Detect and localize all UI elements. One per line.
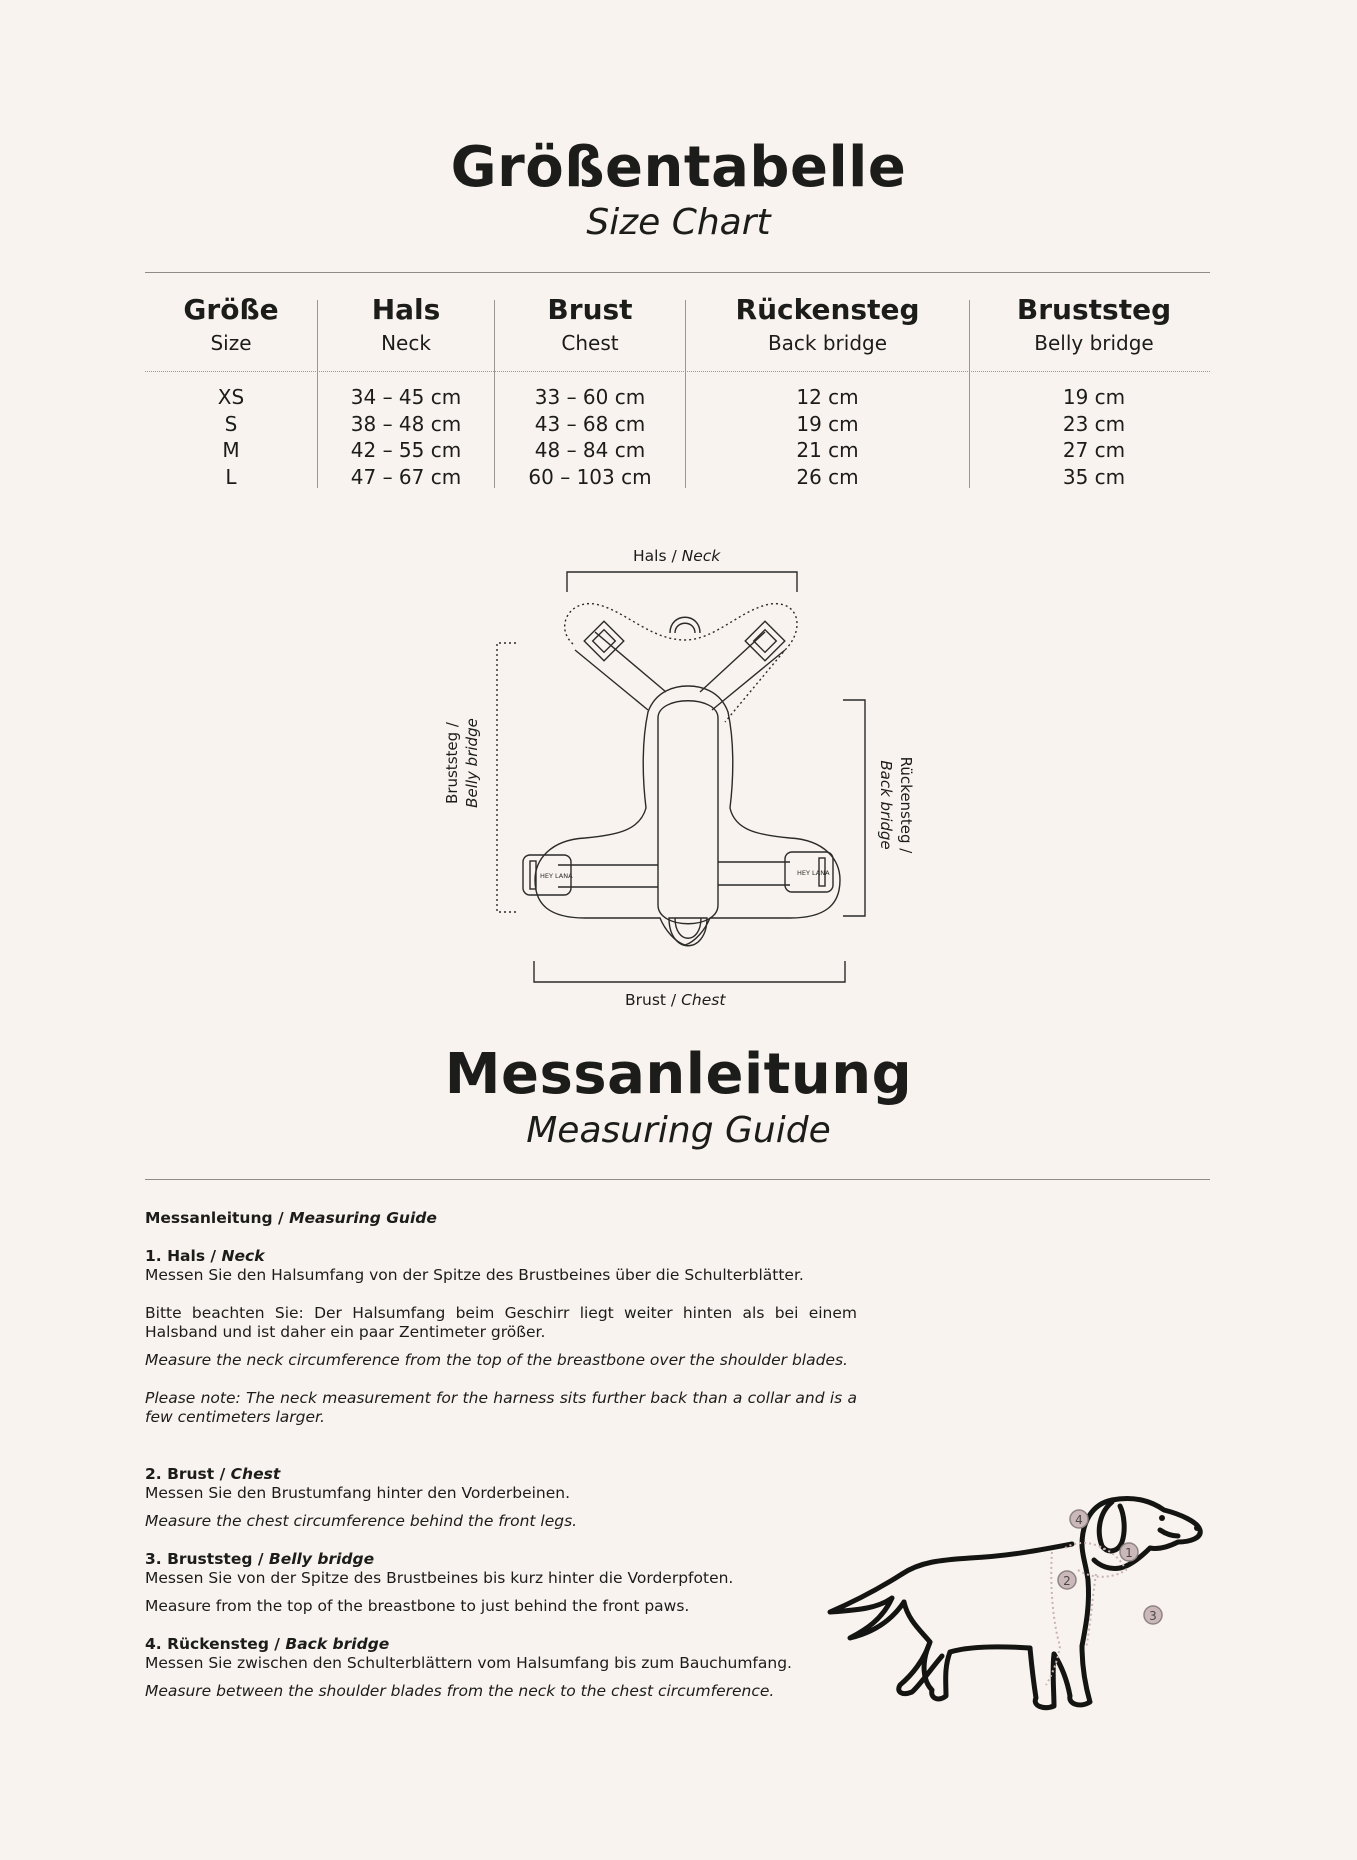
chest-section-title: 2. Brust / Chest	[145, 1465, 281, 1483]
marker-4-label: 4	[1075, 1513, 1083, 1527]
neck-measure-label: Hals / Neck	[633, 547, 721, 565]
neck-note-en: Please note: The neck measurement for the harness sits further back than a collar and is a few centimeters larger.	[145, 1389, 857, 1426]
table-cell: XS	[217, 385, 245, 409]
chest-measure-label: Brust / Chest	[625, 991, 726, 1009]
neck-piece-outline	[565, 604, 797, 722]
buckle-label-right: HEY LANA	[797, 869, 830, 877]
marker-3-label: 3	[1149, 1609, 1157, 1623]
size-chart-subtitle: Size Chart	[586, 202, 771, 243]
table-cell: 26 cm	[796, 465, 859, 490]
column-subheader: Chest	[561, 331, 619, 355]
table-cell: 43 – 68 cm	[534, 411, 646, 436]
column-subheader: Neck	[381, 331, 431, 355]
belly-instruction-de: Messen Sie von der Spitze des Brustbeines bis kurz hinter die Vorderpfoten.	[145, 1569, 734, 1587]
neck-bracket	[567, 572, 797, 592]
table-cell: 21 cm	[796, 438, 859, 463]
table-cell: S	[224, 411, 238, 436]
guide-heading: Messanleitung / Measuring Guide	[145, 1209, 437, 1227]
table-cell: 42 – 55 cm	[350, 438, 462, 463]
top-ring	[670, 617, 700, 633]
table-cell: 47 – 67 cm	[350, 465, 462, 490]
dog-nose	[1194, 1525, 1200, 1531]
table-cell: 23 cm	[1062, 411, 1126, 436]
neck-section-title: 1. Hals / Neck	[145, 1247, 265, 1265]
dog-illustration	[820, 1470, 1220, 1730]
buckle-label-left: HEY LANA	[540, 872, 573, 880]
belly-instruction-en: Measure from the top of the breastbone to just behind the front paws.	[145, 1597, 690, 1615]
column-header: Bruststeg	[1016, 293, 1172, 326]
svg-text:Belly bridge: Belly bridge	[463, 718, 481, 808]
measuring-guide-title: Messanleitung	[444, 1042, 913, 1107]
dog-eye	[1159, 1515, 1165, 1521]
back-bridge-bracket	[843, 700, 865, 916]
chest-bracket	[534, 961, 845, 982]
neck-note-de: Bitte beachten Sie: Der Halsumfang beim Geschirr liegt weiter hinten als bei einem Halsband und ist daher ein paar Zentimeter größer.	[145, 1304, 857, 1341]
table-cell: 12 cm	[796, 385, 859, 409]
back-section-title: 4. Rückensteg / Back bridge	[145, 1635, 390, 1653]
belly-strap-right	[718, 862, 790, 885]
neck-strap-right	[700, 632, 785, 710]
measuring-guide-text	[145, 1209, 857, 1701]
table-cell: 35 cm	[1062, 465, 1126, 490]
measuring-guide-subtitle: Measuring Guide	[526, 1110, 831, 1151]
neck-instruction-en: Measure the neck circumference from the top of the breastbone over the shoulder blades.	[145, 1351, 848, 1369]
neck-instruction-de: Messen Sie den Halsumfang von der Spitze des Brustbeines über die Schulterblätter.	[145, 1266, 804, 1284]
body-panel-outline	[535, 686, 840, 945]
table-cell: L	[225, 465, 237, 490]
marker-1-label: 1	[1125, 1546, 1133, 1560]
table-cell: M	[222, 438, 240, 463]
table-cell: 27 cm	[1062, 438, 1126, 463]
svg-text:Rückensteg /: Rückensteg /	[897, 756, 915, 854]
size-chart-title: Größentabelle	[450, 135, 907, 200]
back-instruction-de: Messen Sie zwischen den Schulterblättern vom Halsumfang bis zum Bauchumfang.	[145, 1654, 792, 1672]
table-cell: 34 – 45 cm	[350, 385, 462, 409]
chest-instruction-en: Measure the chest circumference behind the front legs.	[145, 1512, 578, 1530]
guide-divider	[145, 1179, 1210, 1180]
column-header: Größe	[183, 293, 279, 326]
back-strip	[658, 701, 718, 924]
column-header: Hals	[371, 293, 441, 326]
column-subheader: Size	[210, 331, 252, 355]
table-cell: 60 – 103 cm	[528, 465, 652, 490]
column-subheader: Belly bridge	[1034, 331, 1154, 355]
belly-section-title: 3. Bruststeg / Belly bridge	[145, 1550, 375, 1568]
belly-bridge-measure-label	[443, 718, 481, 808]
column-header: Rückensteg	[735, 293, 920, 326]
table-cell: 19 cm	[796, 411, 859, 436]
back-bridge-measure-label	[877, 757, 915, 855]
svg-text:Bruststeg /: Bruststeg /	[443, 722, 461, 804]
belly-bridge-bracket	[497, 643, 516, 912]
table-cell: 33 – 60 cm	[534, 385, 646, 409]
dog-outline	[830, 1498, 1200, 1707]
svg-text:Back bridge: Back bridge	[877, 760, 895, 850]
table-cell: 48 – 84 cm	[534, 438, 646, 463]
table-cell: 38 – 48 cm	[350, 411, 462, 436]
column-subheader: Back bridge	[767, 331, 888, 355]
back-instruction-en: Measure between the shoulder blades from the neck to the chest circumference.	[145, 1682, 775, 1700]
marker-2-label: 2	[1063, 1574, 1071, 1588]
column-header: Brust	[547, 293, 633, 326]
slider-left	[584, 621, 624, 661]
chest-instruction-de: Messen Sie den Brustumfang hinter den Vorderbeinen.	[145, 1484, 571, 1502]
belly-strap-left	[558, 865, 658, 887]
table-cell: 19 cm	[1062, 385, 1126, 409]
